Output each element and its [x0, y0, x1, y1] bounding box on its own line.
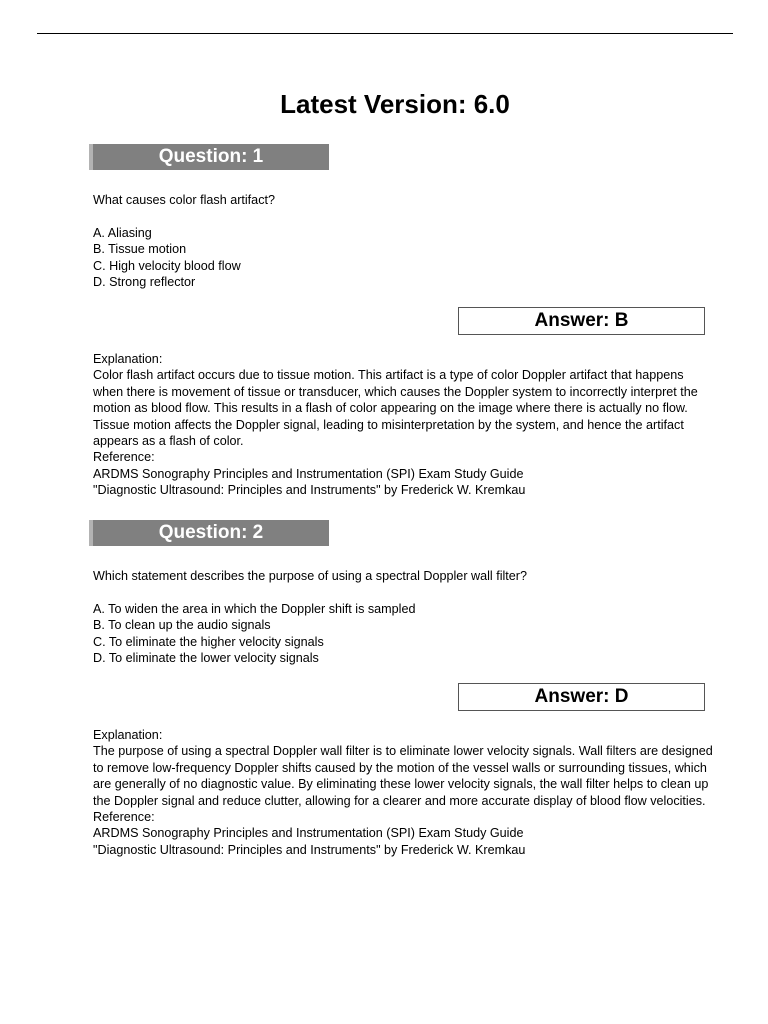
question-1-answer: Answer: B [458, 307, 705, 335]
question-2-text: Which statement describes the purpose of using a spectral Doppler wall filter? [93, 569, 527, 583]
question-1-option-b: B. Tissue motion [93, 242, 187, 257]
question-2-reference-2: "Diagnostic Ultrasound: Principles and Instruments" by Frederick W. Kremkau [93, 842, 526, 857]
question-1-reference-2: "Diagnostic Ultrasound: Principles and Instruments" by Frederick W. Kremkau [93, 483, 526, 498]
document-title: Latest Version: 6.0 [280, 89, 510, 119]
question-1-explanation-section [93, 351, 713, 499]
question-1-reference-1: ARDMS Sonography Principles and Instrumentation (SPI) Exam Study Guide [93, 466, 524, 481]
question-2-options [93, 601, 713, 667]
question-2-explanation-section [93, 727, 713, 858]
question-2-option-a: A. To widen the area in which the Doppler shift is sampled [93, 602, 416, 616]
question-1-option-c: C. High velocity blood flow [93, 258, 241, 273]
question-2-answer: Answer: D [458, 683, 705, 711]
question-2-reference-label: Reference: [93, 810, 155, 825]
question-2-prompt [93, 568, 713, 584]
question-2-explanation-text: The purpose of using a spectral Doppler wall filter is to eliminate lower velocity signals. Wall filters are designed to remove low-frequency Doppler shifts caused by the motion of the vessel walls or surrounding tissues, which are generally of no diagnostic value. By eliminating these lower velocity signals, the wall filter helps to clean up the Doppler signal and reduce clutter, allowing for a clearer and more accurate display of blood flow velocities. [93, 744, 713, 808]
question-2-explanation-label: Explanation: [93, 728, 163, 742]
question-1-explanation-label: Explanation: [93, 352, 163, 366]
question-1-option-d: D. Strong reflector [93, 275, 196, 290]
header-rule [37, 33, 733, 34]
question-2-option-list [93, 601, 713, 667]
question-2-option-b: B. To clean up the audio signals [93, 618, 271, 633]
question-1-option-a: A. Aliasing [93, 226, 152, 240]
question-1-reference-label: Reference: [93, 450, 155, 465]
question-2-option-d: D. To eliminate the lower velocity signals [93, 651, 319, 666]
question-1-options [93, 225, 713, 291]
question-2-option-c: C. To eliminate the higher velocity signals [93, 634, 324, 649]
question-2-heading: Question: 2 [89, 520, 329, 546]
question-2-reference-1: ARDMS Sonography Principles and Instrumentation (SPI) Exam Study Guide [93, 826, 524, 841]
question-1-heading: Question: 1 [89, 144, 329, 170]
question-1-prompt [93, 192, 713, 208]
question-1-text: What causes color flash artifact? [93, 193, 275, 207]
question-1-explanation-text: Color flash artifact occurs due to tissue motion. This artifact is a type of color Doppler artifact that happens when there is movement of tissue or transducer, which causes the Doppler system to incorrectly interpret the motion as blood flow. This results in a flash of color appearing on the image where there is actually no flow. Tissue motion affects the Doppler signal, leading to misinterpretation by the system, and hence the artifact appears as a flash of color. [93, 368, 698, 449]
question-1-option-list [93, 225, 713, 291]
